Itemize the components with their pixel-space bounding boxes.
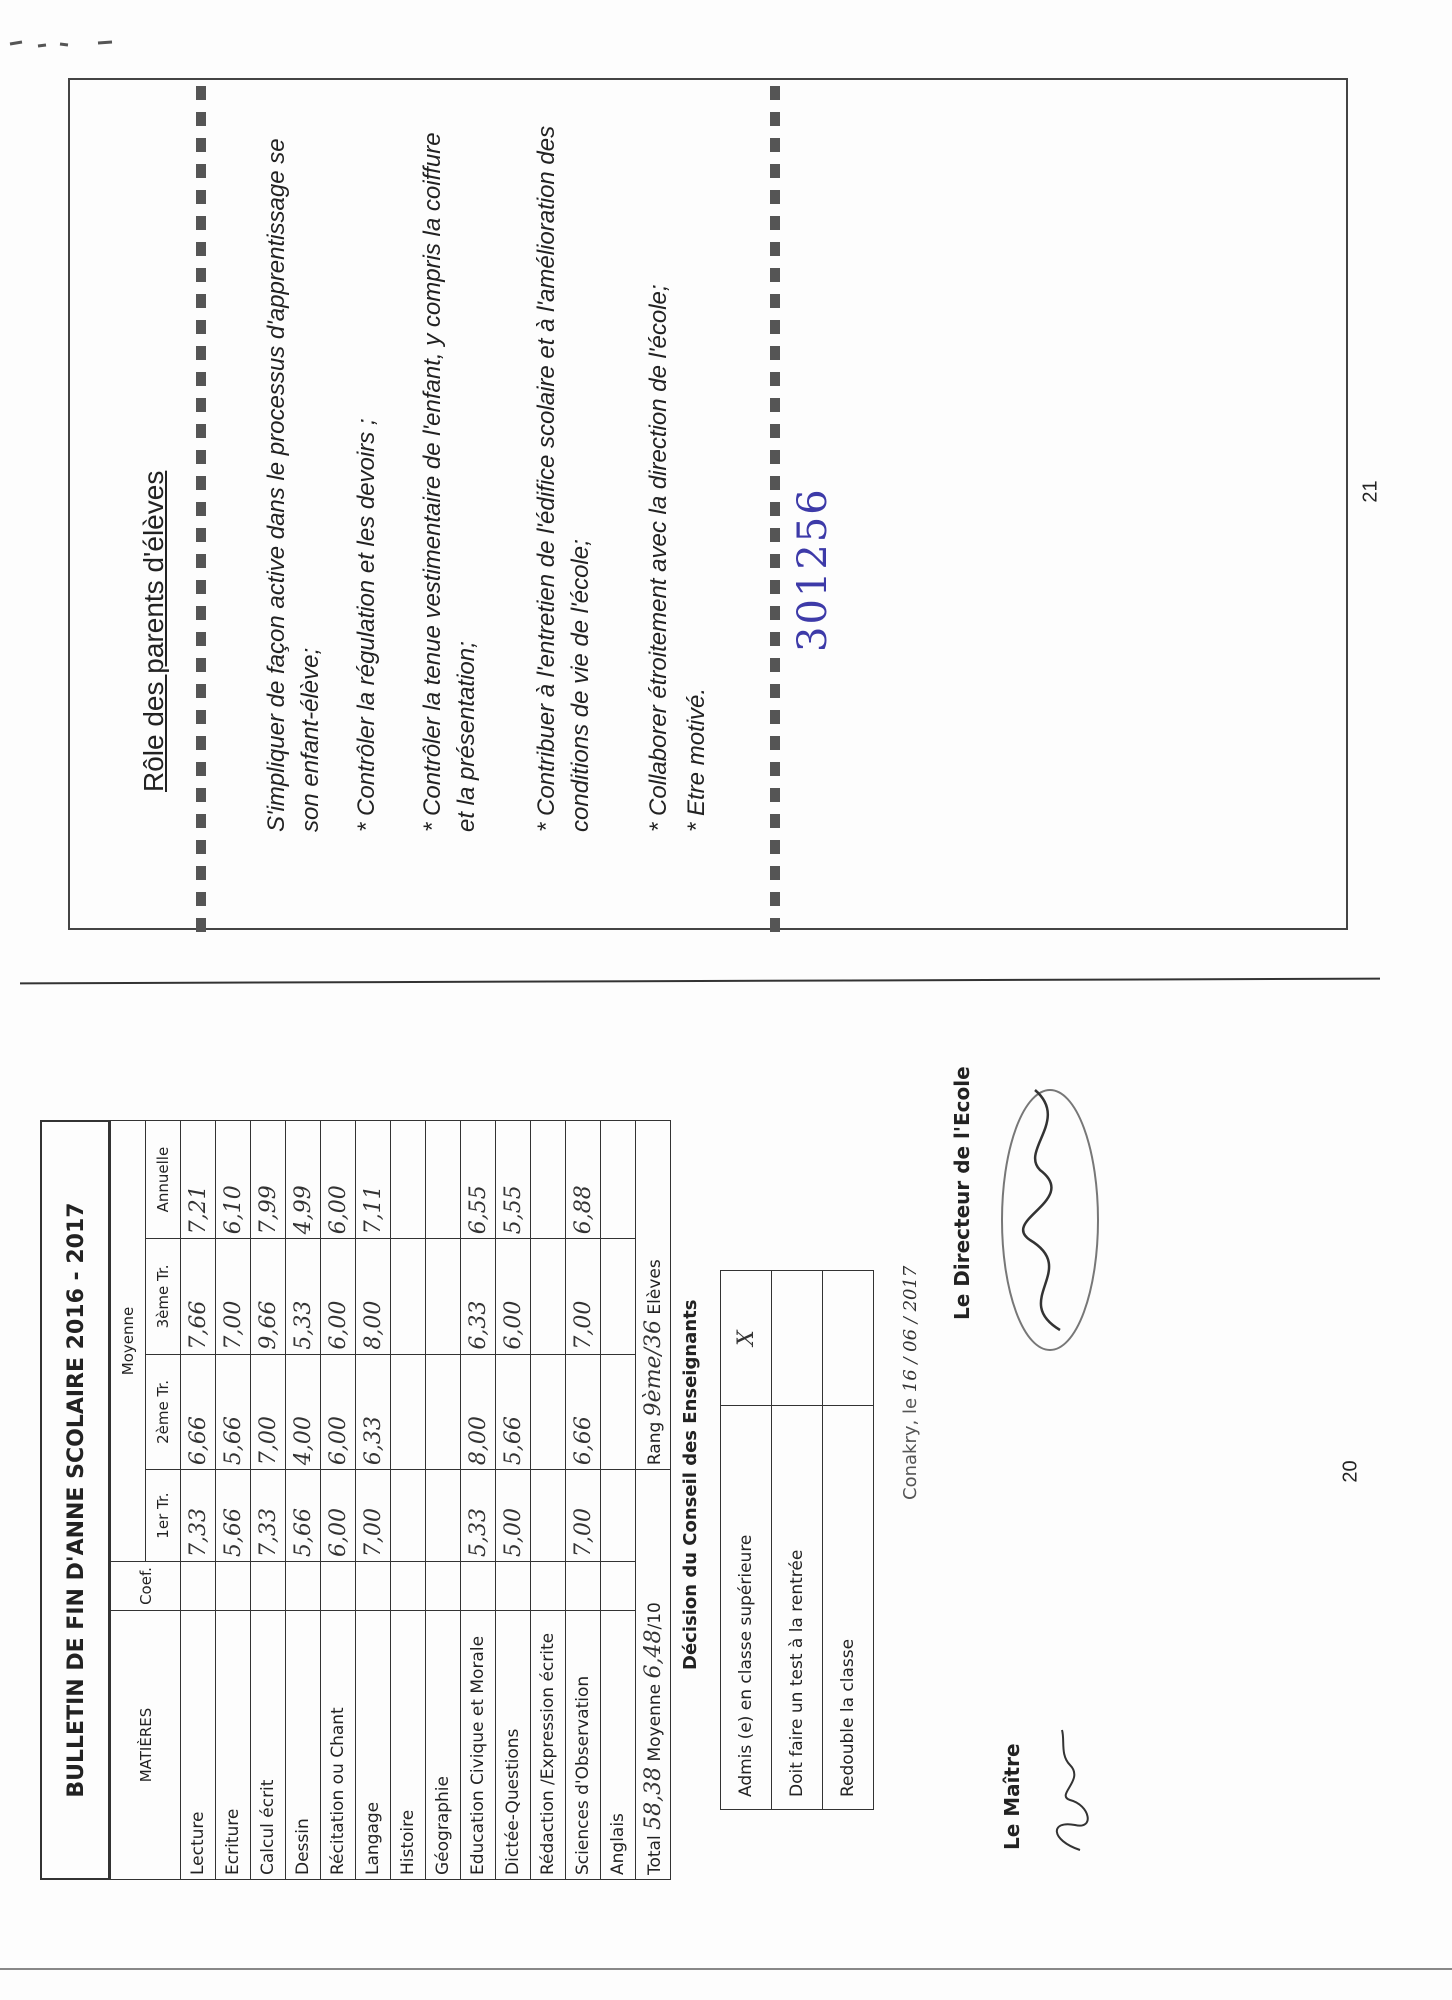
t1-cell (426, 1470, 461, 1562)
decision-label: Doit faire un test à la rentrée (772, 1406, 823, 1810)
bullet-marker: * (645, 822, 672, 832)
decision-row (721, 1271, 772, 1810)
role-item-2 (350, 112, 384, 832)
t2-cell: 4,00 (286, 1354, 321, 1469)
table-row (391, 1121, 426, 1880)
annual-cell (531, 1121, 566, 1239)
coef-cell (461, 1562, 496, 1611)
t2-header: 2ème Tr. (146, 1354, 181, 1469)
t3-cell: 8,00 (356, 1239, 391, 1354)
annual-cell: 4,99 (286, 1121, 321, 1239)
table-row (531, 1121, 566, 1880)
subject-cell: Dessin (286, 1611, 321, 1880)
parents-role-content (70, 80, 1350, 932)
subjects-header: MATIÈRES (111, 1611, 181, 1880)
subject-cell: Education Civique et Morale (461, 1611, 496, 1880)
t3-cell: 9,66 (251, 1239, 286, 1354)
t1-cell (391, 1470, 426, 1562)
t3-cell (601, 1239, 636, 1354)
bulletin-page (40, 1000, 1340, 1920)
bullet-marker: * (353, 822, 380, 832)
grade-rows (181, 1121, 636, 1880)
role-item-6 (680, 112, 714, 832)
dashed-separator-bottom (770, 80, 780, 932)
moyenne-header: Moyenne (111, 1121, 146, 1562)
t3-cell: 6,33 (461, 1239, 496, 1354)
annual-cell (391, 1121, 426, 1239)
role-item-2-text: Contrôler la régulation et les devoirs ; (353, 418, 380, 816)
coef-cell (216, 1562, 251, 1611)
t1-cell: 5,33 (461, 1470, 496, 1562)
decision-mark (823, 1271, 874, 1406)
t3-cell (391, 1239, 426, 1354)
page-number-right: 21 (1359, 480, 1382, 503)
decision-row (772, 1271, 823, 1810)
coef-cell (496, 1562, 531, 1611)
subject-cell: Anglais (601, 1611, 636, 1880)
table-row (566, 1121, 601, 1880)
coef-cell (601, 1562, 636, 1611)
role-item-1 (260, 112, 328, 832)
annual-cell: 7,99 (251, 1121, 286, 1239)
total-label: Total (644, 1835, 665, 1875)
subject-cell: Ecriture (216, 1611, 251, 1880)
place-prefix: Conakry, le (900, 1397, 921, 1500)
annual-cell (601, 1121, 636, 1239)
t1-cell (601, 1470, 636, 1562)
coef-cell (181, 1562, 216, 1611)
t3-cell: 6,00 (496, 1239, 531, 1354)
t1-header: 1er Tr. (146, 1470, 181, 1562)
bulletin-content (40, 1000, 1340, 1920)
coef-cell (531, 1562, 566, 1611)
annual-cell (426, 1121, 461, 1239)
annual-cell: 6,10 (216, 1121, 251, 1239)
subject-cell: Géographie (426, 1611, 461, 1880)
moyenne-value: 6,48 (640, 1629, 666, 1679)
coef-cell (286, 1562, 321, 1611)
subject-cell: Lecture (181, 1611, 216, 1880)
subject-cell: Récitation ou Chant (321, 1611, 356, 1880)
subject-cell: Langage (356, 1611, 391, 1880)
t2-cell (426, 1354, 461, 1469)
t2-cell: 6,00 (321, 1354, 356, 1469)
role-item-3-text: Contrôler la tenue vestimentaire de l'enfant, y compris la coiffure et la présentation; (419, 132, 480, 832)
table-row (496, 1121, 531, 1880)
t2-cell (531, 1354, 566, 1469)
scan-artifact (8, 38, 118, 50)
moyenne-label: Moyenne (644, 1683, 665, 1762)
coef-cell (321, 1562, 356, 1611)
maitre-signature (1040, 1720, 1100, 1860)
decision-label: Admis (e) en classe supérieure (721, 1406, 772, 1810)
t1-cell: 5,00 (496, 1470, 531, 1562)
decision-table (720, 1270, 874, 1810)
date-value: 16 / 06 / 2017 (900, 1265, 921, 1393)
table-row (426, 1121, 461, 1880)
annual-cell: 7,11 (356, 1121, 391, 1239)
decision-mark (772, 1271, 823, 1406)
annual-cell: 6,00 (321, 1121, 356, 1239)
total-row (636, 1121, 671, 1880)
t1-cell: 5,66 (286, 1470, 321, 1562)
t3-cell: 7,00 (216, 1239, 251, 1354)
parents-role-title: Rôle des parents d'élèves (138, 470, 169, 792)
t2-cell: 5,66 (216, 1354, 251, 1469)
table-row (216, 1121, 251, 1880)
decision-row (823, 1271, 874, 1810)
total-value: 58,38 (640, 1766, 666, 1830)
dashed-separator-top (196, 80, 206, 932)
role-item-4 (530, 112, 598, 832)
t1-cell (531, 1470, 566, 1562)
rang-cell (636, 1121, 671, 1470)
decision-title: Décision du Conseil des Enseignants (680, 1299, 701, 1670)
t3-cell: 5,33 (286, 1239, 321, 1354)
t2-cell (391, 1354, 426, 1469)
page-number-left: 20 (1339, 1460, 1362, 1483)
annual-cell: 6,55 (461, 1121, 496, 1239)
role-item-5-text: Collaborer étroitement avec la direction de l'école; (645, 284, 672, 816)
parents-role-box (68, 78, 1348, 930)
t1-cell: 7,33 (251, 1470, 286, 1562)
t3-cell: 6,00 (321, 1239, 356, 1354)
subject-cell: Histoire (391, 1611, 426, 1880)
t3-cell: 7,00 (566, 1239, 601, 1354)
role-item-6-text: Etre motivé. (683, 687, 710, 816)
fold-line (20, 978, 1380, 985)
subject-cell: Dictée-Questions (496, 1611, 531, 1880)
place-date (900, 1266, 921, 1500)
handwritten-number: 301256 (790, 487, 836, 652)
maitre-label: Le Maître (1000, 1743, 1024, 1850)
directeur-label: Le Directeur de l'Ecole (950, 1066, 974, 1320)
t2-cell: 8,00 (461, 1354, 496, 1469)
t2-cell: 6,66 (181, 1354, 216, 1469)
t2-cell: 6,66 (566, 1354, 601, 1469)
t1-cell: 6,00 (321, 1470, 356, 1562)
table-row (286, 1121, 321, 1880)
annual-cell: 5,55 (496, 1121, 531, 1239)
coef-cell (251, 1562, 286, 1611)
coef-header: Coef. (111, 1562, 181, 1611)
table-row (181, 1121, 216, 1880)
t2-cell: 5,66 (496, 1354, 531, 1469)
t3-cell (531, 1239, 566, 1354)
decision-label: Redouble la classe (823, 1406, 874, 1810)
bulletin-title: BULLETIN DE FIN D'ANNE SCOLAIRE 2016 - 2017 (40, 1120, 110, 1880)
rang-label: Rang (644, 1421, 665, 1466)
coef-cell (356, 1562, 391, 1611)
subject-cell: Sciences d'Observation (566, 1611, 601, 1880)
subject-cell: Rédaction /Expression écrite (531, 1611, 566, 1880)
t2-cell: 6,33 (356, 1354, 391, 1469)
t3-cell: 7,66 (181, 1239, 216, 1354)
t2-cell (601, 1354, 636, 1469)
total-cell (636, 1470, 671, 1880)
coef-cell (391, 1562, 426, 1611)
role-item-3 (416, 112, 484, 832)
annual-cell: 6,88 (566, 1121, 601, 1239)
t3-header: 3ème Tr. (146, 1239, 181, 1354)
t3-cell (426, 1239, 461, 1354)
coef-cell (566, 1562, 601, 1611)
t1-cell: 7,00 (356, 1470, 391, 1562)
role-item-5 (642, 112, 676, 832)
t1-cell: 7,00 (566, 1470, 601, 1562)
t1-cell: 7,33 (181, 1470, 216, 1562)
directeur-stamp-signature (990, 1060, 1110, 1360)
role-item-4-text: Contribuer à l'entretien de l'édifice scolaire et à l'amélioration des conditions de vie de l'école; (533, 125, 594, 832)
table-row (461, 1121, 496, 1880)
t1-cell: 5,66 (216, 1470, 251, 1562)
table-row (321, 1121, 356, 1880)
decision-mark: X (721, 1271, 772, 1406)
coef-cell (426, 1562, 461, 1611)
eleves-label: Elèves (644, 1259, 665, 1315)
role-item-1-text: S'impliquer de façon active dans le processus d'apprentissage se son enfant-élève; (263, 138, 324, 832)
table-row (601, 1121, 636, 1880)
bullet-marker: * (683, 822, 710, 832)
bottom-edge-line (0, 1968, 1452, 1970)
moyenne-suffix: /10 (644, 1602, 665, 1630)
annual-cell: 7,21 (181, 1121, 216, 1239)
annual-header: Annuelle (146, 1121, 181, 1239)
t2-cell: 7,00 (251, 1354, 286, 1469)
subject-cell: Calcul écrit (251, 1611, 286, 1880)
table-row (356, 1121, 391, 1880)
table-row (251, 1121, 286, 1880)
grades-table (110, 1120, 671, 1880)
bullet-marker: * (533, 822, 560, 832)
rang-value: 9ème/36 (640, 1320, 666, 1417)
bullet-marker: * (419, 822, 446, 832)
header-row-1 (111, 1121, 146, 1880)
